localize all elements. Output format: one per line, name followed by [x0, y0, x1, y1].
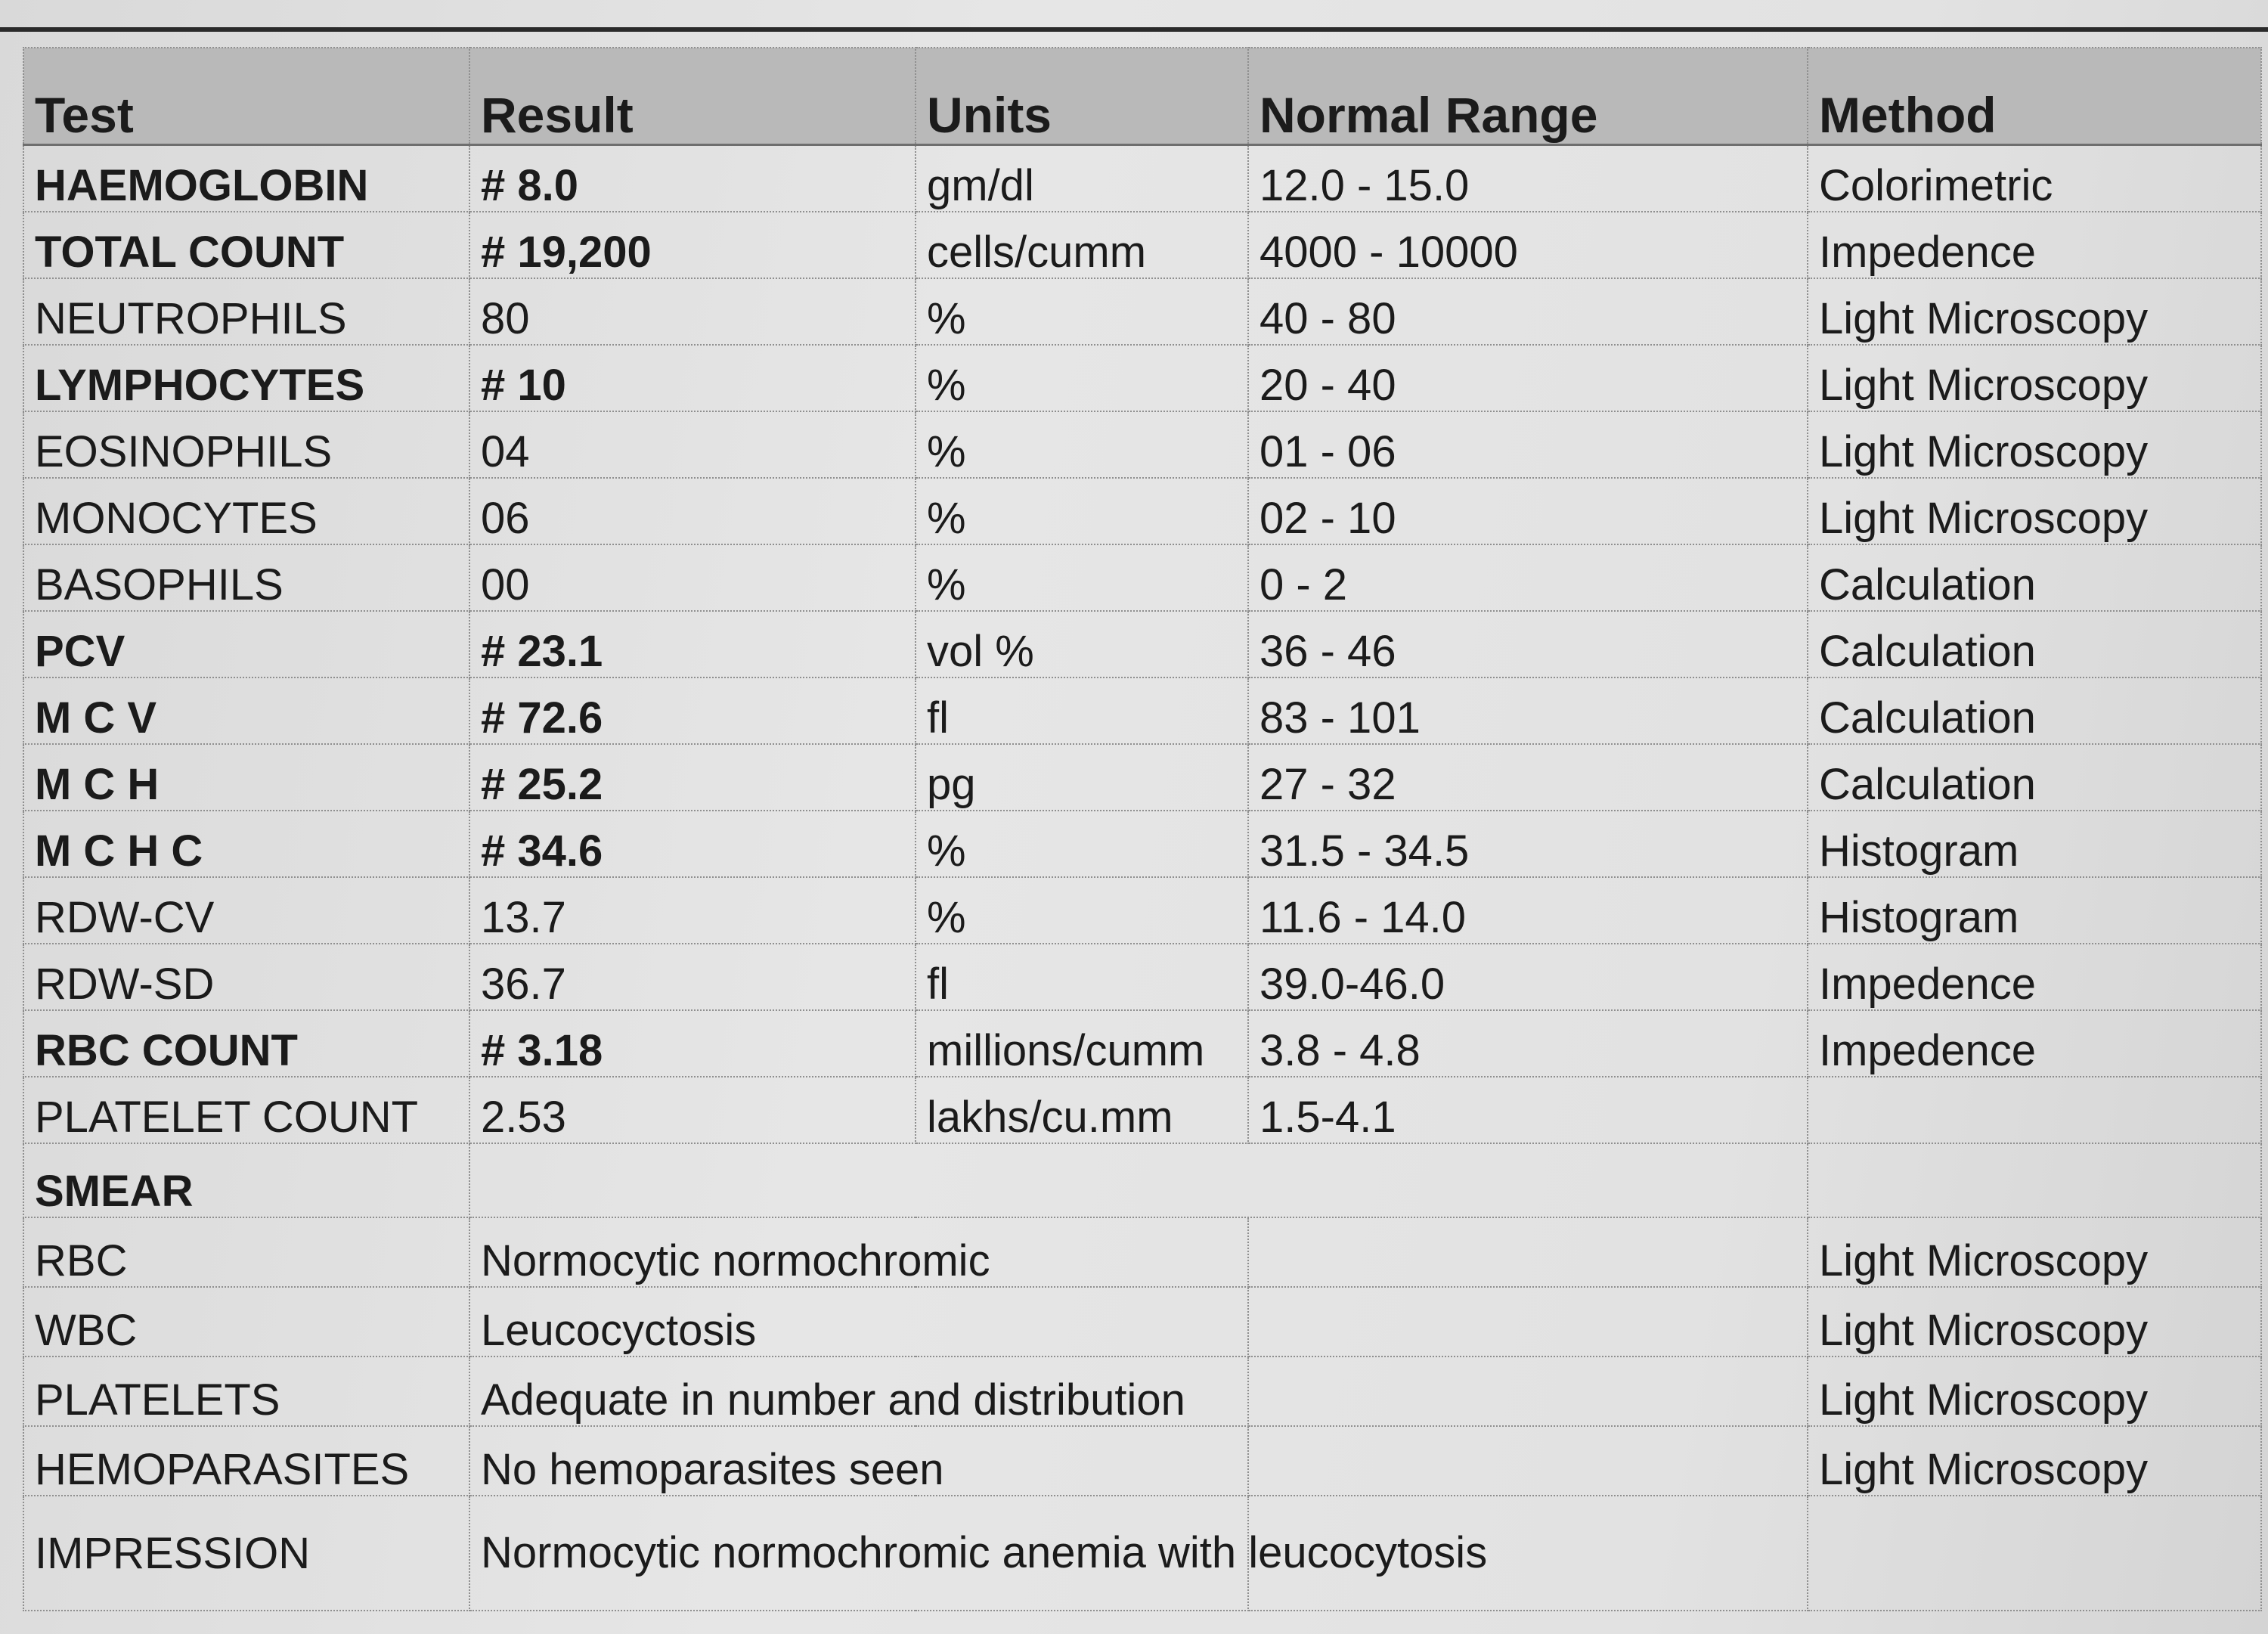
table-row	[23, 212, 2261, 278]
result-value-cell: 2.53	[469, 1077, 916, 1143]
smear-method-cell: Light Microscopy	[1808, 1217, 2261, 1287]
table-row	[23, 145, 2261, 212]
test-name-cell: RDW-SD	[23, 944, 469, 1010]
result-value-cell: # 72.6	[469, 677, 916, 744]
test-name-cell: BASOPHILS	[23, 544, 469, 611]
units-cell: %	[916, 811, 1248, 877]
method-cell: Light Microscopy	[1808, 278, 2261, 345]
method-cell: Calculation	[1808, 744, 2261, 811]
method-cell: Light Microscopy	[1808, 345, 2261, 411]
result-value-cell: 36.7	[469, 944, 916, 1010]
test-name-cell: TOTAL COUNT	[23, 212, 469, 278]
smear-row	[23, 1356, 2261, 1426]
test-name-cell: PLATELET COUNT	[23, 1077, 469, 1143]
method-cell: Impedence	[1808, 1010, 2261, 1077]
table-row	[23, 877, 2261, 944]
smear-test-cell: HEMOPARASITES	[23, 1426, 469, 1496]
table-row	[23, 411, 2261, 478]
empty-cell	[469, 1143, 1808, 1217]
result-value-cell: # 34.6	[469, 811, 916, 877]
empty-cell	[1248, 1287, 1808, 1356]
normal-range-cell: 39.0-46.0	[1248, 944, 1808, 1010]
normal-range-cell: 83 - 101	[1248, 677, 1808, 744]
result-value-cell: 13.7	[469, 877, 916, 944]
table-row	[23, 1010, 2261, 1077]
method-cell	[1808, 1077, 2261, 1143]
method-cell: Colorimetric	[1808, 145, 2261, 212]
test-name-cell: LYMPHOCYTES	[23, 345, 469, 411]
table-row	[23, 811, 2261, 877]
result-value-cell: # 10	[469, 345, 916, 411]
result-value-cell: 80	[469, 278, 916, 345]
table-row	[23, 478, 2261, 544]
method-cell: Histogram	[1808, 877, 2261, 944]
smear-test-cell: WBC	[23, 1287, 469, 1356]
method-cell: Light Microscopy	[1808, 478, 2261, 544]
header-normal-range: Normal Range	[1248, 48, 1808, 145]
empty-cell	[1808, 1496, 2261, 1611]
test-name-cell: RDW-CV	[23, 877, 469, 944]
smear-row	[23, 1426, 2261, 1496]
smear-test-cell: RBC	[23, 1217, 469, 1287]
units-cell: pg	[916, 744, 1248, 811]
units-cell: gm/dl	[916, 145, 1248, 212]
result-value-cell: # 23.1	[469, 611, 916, 677]
smear-row	[23, 1217, 2261, 1287]
header-row	[23, 48, 2261, 145]
header-test: Test	[23, 48, 469, 145]
units-cell: %	[916, 544, 1248, 611]
impression-row	[23, 1496, 2261, 1611]
normal-range-cell: 01 - 06	[1248, 411, 1808, 478]
smear-test-cell: PLATELETS	[23, 1356, 469, 1426]
smear-finding-cell: Adequate in number and distribution	[469, 1356, 1248, 1426]
units-cell: %	[916, 345, 1248, 411]
cbc-results-table	[23, 47, 2262, 1611]
results-body	[23, 48, 2261, 1611]
units-cell: %	[916, 478, 1248, 544]
empty-cell	[1808, 1143, 2261, 1217]
header-method: Method	[1808, 48, 2261, 145]
empty-cell	[1248, 1217, 1808, 1287]
test-name-cell: MONOCYTES	[23, 478, 469, 544]
units-cell: millions/cumm	[916, 1010, 1248, 1077]
result-value-cell: # 25.2	[469, 744, 916, 811]
method-cell: Impedence	[1808, 944, 2261, 1010]
normal-range-cell: 4000 - 10000	[1248, 212, 1808, 278]
table-row	[23, 611, 2261, 677]
method-cell: Calculation	[1808, 611, 2261, 677]
table-row	[23, 1077, 2261, 1143]
normal-range-cell: 31.5 - 34.5	[1248, 811, 1808, 877]
normal-range-cell: 20 - 40	[1248, 345, 1808, 411]
impression-text: Normocytic normochromic anemia with leucocytosis	[469, 1496, 1248, 1611]
empty-cell	[1248, 1356, 1808, 1426]
table-row	[23, 278, 2261, 345]
table-row	[23, 677, 2261, 744]
normal-range-cell: 36 - 46	[1248, 611, 1808, 677]
empty-cell	[1248, 1426, 1808, 1496]
normal-range-cell: 40 - 80	[1248, 278, 1808, 345]
table-row	[23, 744, 2261, 811]
method-cell: Impedence	[1808, 212, 2261, 278]
header-units: Units	[916, 48, 1248, 145]
result-value-cell: 00	[469, 544, 916, 611]
top-rule	[0, 27, 2268, 32]
normal-range-cell: 11.6 - 14.0	[1248, 877, 1808, 944]
normal-range-cell: 12.0 - 15.0	[1248, 145, 1808, 212]
table-row	[23, 544, 2261, 611]
smear-finding-cell: Leucocyctosis	[469, 1287, 1248, 1356]
result-value-cell: 04	[469, 411, 916, 478]
smear-title: SMEAR	[23, 1143, 469, 1217]
result-value-cell: # 19,200	[469, 212, 916, 278]
units-cell: %	[916, 877, 1248, 944]
test-name-cell: PCV	[23, 611, 469, 677]
test-name-cell: M C H C	[23, 811, 469, 877]
smear-method-cell: Light Microscopy	[1808, 1426, 2261, 1496]
test-name-cell: EOSINOPHILS	[23, 411, 469, 478]
test-name-cell: M C H	[23, 744, 469, 811]
units-cell: lakhs/cu.mm	[916, 1077, 1248, 1143]
normal-range-cell: 02 - 10	[1248, 478, 1808, 544]
normal-range-cell: 3.8 - 4.8	[1248, 1010, 1808, 1077]
table-row	[23, 345, 2261, 411]
header-result: Result	[469, 48, 916, 145]
result-value-cell: # 3.18	[469, 1010, 916, 1077]
method-cell: Calculation	[1808, 544, 2261, 611]
smear-finding-cell: Normocytic normochromic	[469, 1217, 1248, 1287]
table-row	[23, 944, 2261, 1010]
impression-label: IMPRESSION	[23, 1496, 469, 1611]
normal-range-cell: 0 - 2	[1248, 544, 1808, 611]
smear-section-row	[23, 1143, 2261, 1217]
method-cell: Histogram	[1808, 811, 2261, 877]
result-value-cell: 06	[469, 478, 916, 544]
test-name-cell: NEUTROPHILS	[23, 278, 469, 345]
test-name-cell: HAEMOGLOBIN	[23, 145, 469, 212]
result-value-cell: # 8.0	[469, 145, 916, 212]
test-name-cell: M C V	[23, 677, 469, 744]
smear-method-cell: Light Microscopy	[1808, 1356, 2261, 1426]
test-name-cell: RBC COUNT	[23, 1010, 469, 1077]
units-cell: %	[916, 411, 1248, 478]
units-cell: cells/cumm	[916, 212, 1248, 278]
normal-range-cell: 1.5-4.1	[1248, 1077, 1808, 1143]
units-cell: vol %	[916, 611, 1248, 677]
units-cell: fl	[916, 944, 1248, 1010]
units-cell: fl	[916, 677, 1248, 744]
smear-finding-cell: No hemoparasites seen	[469, 1426, 1248, 1496]
method-cell: Calculation	[1808, 677, 2261, 744]
normal-range-cell: 27 - 32	[1248, 744, 1808, 811]
units-cell: %	[916, 278, 1248, 345]
smear-method-cell: Light Microscopy	[1808, 1287, 2261, 1356]
method-cell: Light Microscopy	[1808, 411, 2261, 478]
smear-row	[23, 1287, 2261, 1356]
